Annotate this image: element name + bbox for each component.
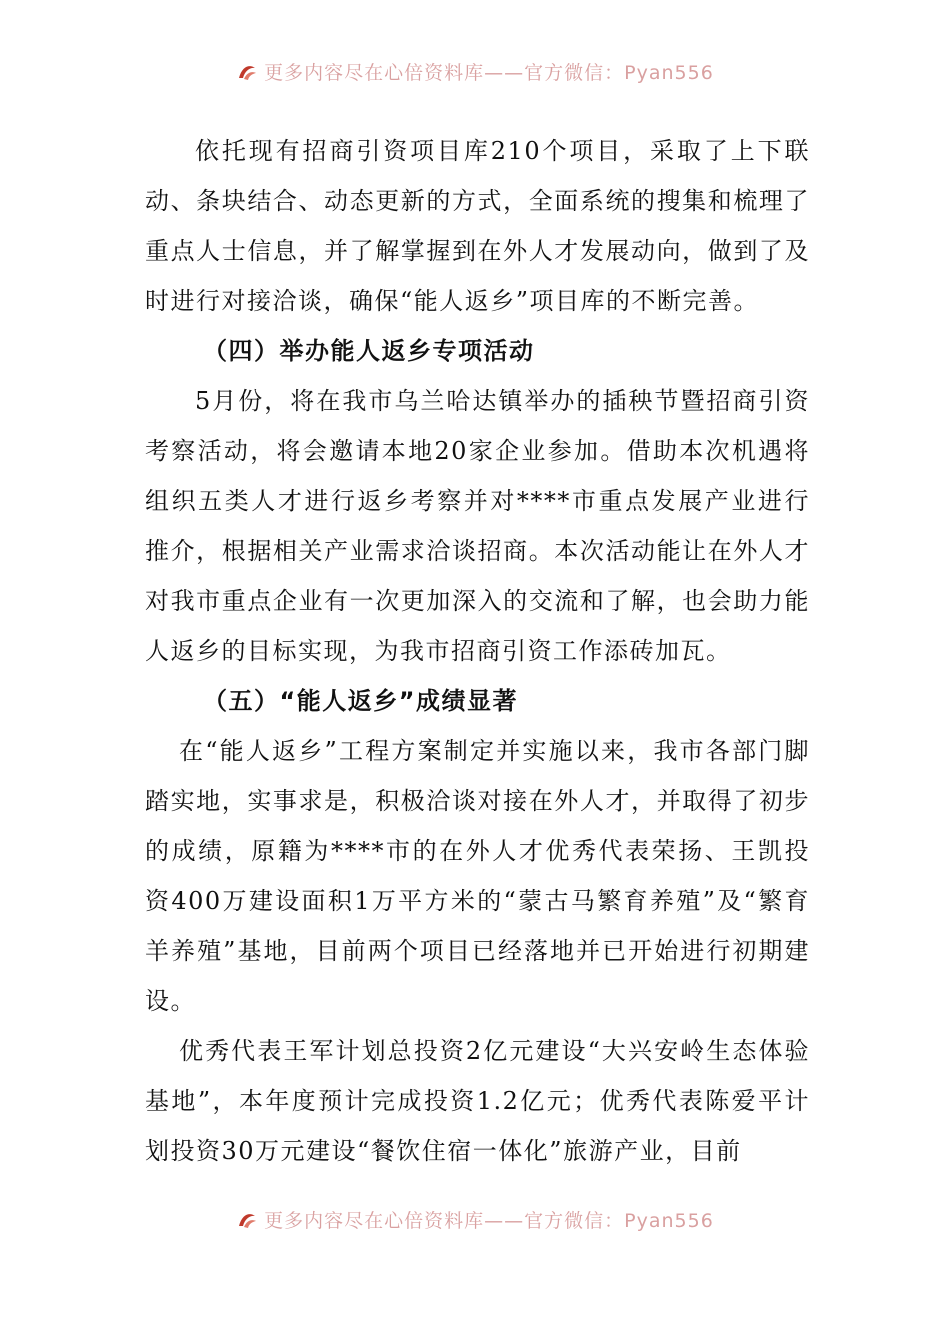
section-heading-5: （五）“能人返乡”成绩显著 — [203, 687, 519, 715]
watermark-text: 更多内容尽在心倍资料库——官方微信：Pyan556 — [264, 62, 714, 84]
watermark-top — [0, 58, 950, 85]
paragraph-achievements: 在“能人返乡”工程方案制定并实施以来，我市各部门脚踏实地，实事求是，积极洽谈对接在外人才，并取得了初步的成绩，原籍为****市的在外人才优秀代表荣扬、王凯投资400万建设面积1万平方米的“蒙古马繁育养殖”及“繁育羊养殖”基地，目前两个项目已经落地并已开始进行初期建设。 — [145, 737, 810, 1015]
paragraph-project-library: 依托现有招商引资项目库210个项目，采取了上下联动、条块结合、动态更新的方式，全面系统的搜集和梳理了重点人士信息，并了解掌握到在外人才发展动向，做到了及时进行对接洽谈，确保“能人返乡”项目库的不断完善。 — [145, 137, 810, 315]
logo-icon — [236, 62, 258, 82]
logo-icon — [236, 1210, 258, 1230]
watermark-text: 更多内容尽在心倍资料库——官方微信：Pyan556 — [264, 1210, 714, 1232]
watermark-bottom — [0, 1206, 950, 1233]
section-heading-4: （四）举办能人返乡专项活动 — [203, 337, 535, 365]
paragraph-special-activity: 5月份，将在我市乌兰哈达镇举办的插秧节暨招商引资考察活动，将会邀请本地20家企业参加。借助本次机遇将组织五类人才进行返乡考察并对****市重点发展产业进行推介，根据相关产业需求洽谈招商。本次活动能让在外人才对我市重点企业有一次更加深入的交流和了解，也会助力能人返乡的目标实现，为我市招商引资工作添砖加瓦。 — [145, 387, 810, 665]
paragraph-representatives: 优秀代表王军计划总投资2亿元建设“大兴安岭生态体验基地”，本年度预计完成投资1.2亿元；优秀代表陈爱平计划投资30万元建设“餐饮住宿一体化”旅游产业，目前 — [145, 1037, 810, 1165]
document-body — [145, 126, 810, 1176]
